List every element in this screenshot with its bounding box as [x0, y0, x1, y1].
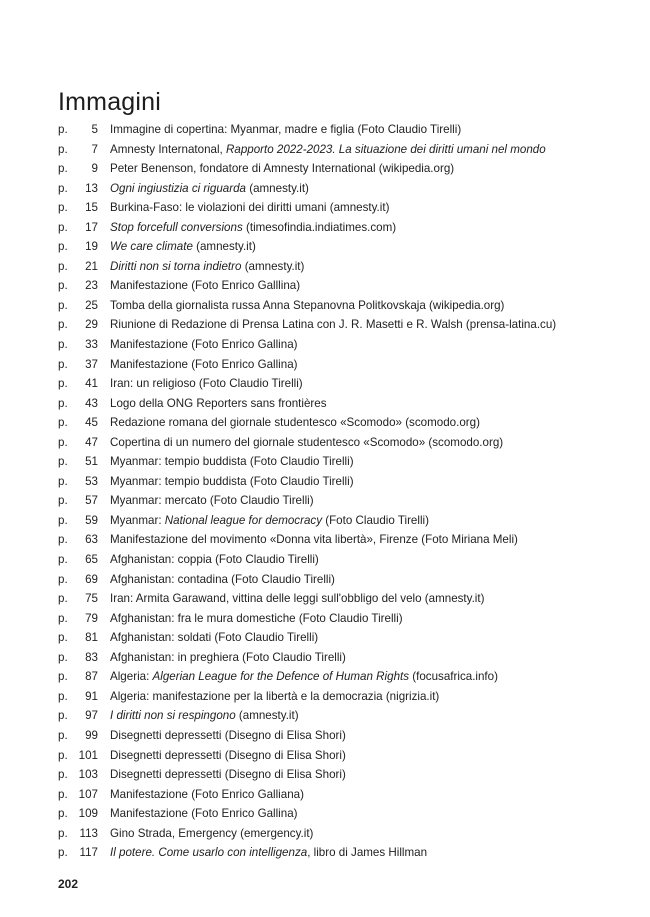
page-ref-number: 83 — [85, 650, 98, 664]
caption-text: Iran: Armita Garawand, vittina delle leggi sull'obbligo del velo (amnesty.it) — [110, 592, 485, 606]
image-caption — [110, 179, 309, 199]
page-prefix: p. — [58, 826, 68, 840]
image-caption — [110, 511, 429, 531]
caption-text: Algeria: — [110, 670, 153, 684]
page-prefix: p. — [58, 123, 68, 136]
page-ref-number: 45 — [85, 416, 98, 430]
list-item — [58, 687, 618, 707]
image-caption — [110, 159, 454, 179]
page-ref-number: 101 — [78, 748, 98, 762]
page-ref-number: 63 — [85, 533, 98, 547]
caption-text: Myanmar: tempio buddista (Foto Claudio Tirelli) — [110, 474, 354, 488]
list-item — [58, 120, 618, 140]
caption-text: (amnesty.it) — [241, 259, 305, 273]
image-caption — [110, 648, 346, 668]
image-caption — [110, 843, 427, 863]
caption-text: Algeria: manifestazione per la libertà e la democrazia (nigrizia.it) — [110, 689, 440, 703]
caption-text: Burkina-Faso: le violazioni dei diritti umani (amnesty.it) — [110, 201, 390, 215]
page-prefix: p. — [58, 474, 68, 488]
caption-text: Manifestazione (Foto Enrico Gallina) — [110, 357, 298, 371]
page-ref-number: 59 — [85, 513, 98, 527]
caption-italic-text: Il potere. Come usarlo con intelligenza — [110, 846, 308, 860]
image-caption — [110, 765, 346, 785]
caption-text: Riunione di Redazione di Prensa Latina con J. R. Masetti e R. Walsh (prensa-latina.cu) — [110, 318, 557, 332]
image-caption — [110, 530, 518, 550]
page-prefix: p. — [58, 162, 68, 176]
page-prefix: p. — [58, 279, 68, 293]
image-caption — [110, 296, 504, 316]
page-prefix: p. — [58, 807, 68, 821]
caption-text: Afghanistan: soldati (Foto Claudio Tirelli) — [110, 631, 319, 645]
list-item — [58, 218, 618, 238]
image-caption — [110, 472, 354, 492]
page-ref-number: 25 — [85, 298, 98, 312]
caption-text: Logo della ONG Reporters sans frontières — [110, 396, 327, 410]
image-caption — [110, 785, 304, 805]
image-caption — [110, 237, 256, 257]
list-item — [58, 276, 618, 296]
page-prefix: p. — [58, 220, 68, 234]
page-prefix: p. — [58, 650, 68, 664]
image-caption — [110, 433, 503, 453]
image-caption — [110, 198, 389, 218]
page-ref-number: 19 — [85, 240, 98, 254]
caption-text: Afghanistan: fra le mura domestiche (Foto Claudio Tirelli) — [110, 611, 403, 625]
page-ref-number: 47 — [85, 435, 98, 449]
caption-text: Myanmar: tempio buddista (Foto Claudio Tirelli) — [110, 455, 354, 469]
page-prefix: p. — [58, 416, 68, 430]
page-prefix: p. — [58, 240, 68, 254]
page-prefix: p. — [58, 787, 68, 801]
page-prefix: p. — [58, 513, 68, 527]
list-item — [58, 824, 618, 844]
page-prefix: p. — [58, 533, 68, 547]
list-item — [58, 335, 618, 355]
page-prefix: p. — [58, 728, 68, 742]
caption-text: (timesofindia.indiatimes.com) — [242, 220, 397, 234]
list-item — [58, 726, 618, 746]
page-prefix: p. — [58, 259, 68, 273]
caption-italic-text: We care climate — [110, 240, 193, 254]
image-caption — [110, 120, 461, 140]
image-caption — [110, 687, 439, 707]
page-prefix: p. — [58, 631, 68, 645]
caption-italic-text: Ogni ingiustizia ci riguarda — [110, 181, 246, 195]
page-ref-number: 29 — [85, 318, 98, 332]
list-item — [58, 785, 618, 805]
image-index-list — [58, 120, 618, 863]
page-ref-number: 5 — [91, 123, 98, 136]
image-caption — [110, 570, 335, 590]
page-prefix: p. — [58, 201, 68, 215]
page-ref-number: 91 — [85, 689, 98, 703]
image-caption — [110, 726, 346, 746]
page-prefix: p. — [58, 670, 68, 684]
page-prefix: p. — [58, 689, 68, 703]
page-ref-number: 57 — [85, 494, 98, 508]
image-caption — [110, 491, 314, 511]
page-ref-number: 81 — [85, 631, 98, 645]
caption-text: (amnesty.it) — [235, 709, 299, 723]
list-item — [58, 609, 618, 629]
image-caption — [110, 824, 313, 844]
page-ref-number: 87 — [85, 670, 98, 684]
image-caption — [110, 609, 403, 629]
caption-text: Disegnetti depressetti (Disegno di Elisa Shori) — [110, 748, 346, 762]
page-ref-number: 113 — [79, 826, 98, 840]
page-ref-number: 17 — [85, 220, 98, 234]
caption-italic-text: Rapporto 2022-2023. La situazione dei diritti umani nel mondo — [226, 142, 546, 156]
page-ref-number: 75 — [85, 592, 98, 606]
caption-italic-text: Algerian League for the Defence of Human Rights — [152, 670, 410, 684]
caption-text: Gino Strada, Emergency (emergency.it) — [110, 826, 314, 840]
list-item — [58, 530, 618, 550]
list-item — [58, 589, 618, 609]
page-ref-number: 37 — [85, 357, 98, 371]
caption-italic-text: Diritti non si torna indietro — [110, 259, 242, 273]
caption-text: Peter Benenson, fondatore di Amnesty International (wikipedia.org) — [110, 162, 455, 176]
page-number: 202 — [58, 877, 79, 891]
image-caption — [110, 706, 299, 726]
page-ref-number: 15 — [85, 201, 98, 215]
page-prefix: p. — [58, 396, 68, 410]
caption-text: Tomba della giornalista russa Anna Stepanovna Politkovskaja (wikipedia.org) — [110, 298, 505, 312]
caption-text: Myanmar: — [110, 513, 165, 527]
page-prefix: p. — [58, 572, 68, 586]
image-caption — [110, 550, 319, 570]
image-caption — [110, 276, 300, 296]
page-prefix: p. — [58, 494, 68, 508]
list-item — [58, 140, 618, 160]
page-prefix: p. — [58, 142, 68, 156]
image-caption — [110, 355, 298, 375]
list-item — [58, 765, 618, 785]
image-caption — [110, 628, 318, 648]
image-caption — [110, 452, 354, 472]
caption-text: (Foto Claudio Tirelli) — [322, 513, 429, 527]
list-item — [58, 315, 618, 335]
list-item — [58, 374, 618, 394]
caption-text: Manifestazione (Foto Enrico Gallina) — [110, 807, 298, 821]
caption-text: Manifestazione (Foto Enrico Galllina) — [110, 279, 301, 293]
caption-text: Redazione romana del giornale studentesco «Scomodo» (scomodo.org) — [110, 416, 480, 430]
page-ref-number: 9 — [91, 162, 98, 176]
image-caption — [110, 335, 298, 355]
page-prefix: p. — [58, 592, 68, 606]
caption-text: Afghanistan: contadina (Foto Claudio Tirelli) — [110, 572, 335, 586]
image-caption — [110, 667, 498, 687]
caption-text: (amnesty.it) — [192, 240, 256, 254]
caption-text: Disegnetti depressetti (Disegno di Elisa Shori) — [110, 728, 346, 742]
page-prefix: p. — [58, 455, 68, 469]
list-item — [58, 413, 618, 433]
page-prefix: p. — [58, 181, 68, 195]
page-ref-number: 69 — [85, 572, 98, 586]
page-prefix: p. — [58, 709, 68, 723]
caption-text: Iran: un religioso (Foto Claudio Tirelli) — [110, 377, 303, 391]
image-caption — [110, 746, 346, 766]
list-item — [58, 570, 618, 590]
page-ref-number: 79 — [85, 611, 98, 625]
list-item — [58, 394, 618, 414]
page-ref-number: 41 — [85, 377, 98, 391]
page-prefix: p. — [58, 298, 68, 312]
caption-text: (focusafrica.info) — [409, 670, 498, 684]
caption-text: , libro di James Hillman — [307, 846, 428, 860]
page-prefix: p. — [58, 611, 68, 625]
list-item — [58, 511, 618, 531]
list-item — [58, 648, 618, 668]
caption-text: Manifestazione (Foto Enrico Galliana) — [110, 787, 304, 801]
list-item — [58, 237, 618, 257]
page-ref-number: 103 — [78, 768, 98, 782]
caption-text: Manifestazione del movimento «Donna vita libertà», Firenze (Foto Miriana Meli) — [110, 533, 518, 547]
image-caption — [110, 257, 304, 277]
image-caption — [110, 589, 484, 609]
caption-italic-text: National league for democracy — [164, 513, 323, 527]
page-ref-number: 53 — [85, 474, 98, 488]
list-item — [58, 843, 618, 863]
caption-italic-text: I diritti non si respingono — [110, 709, 236, 723]
page-ref-number: 13 — [85, 181, 98, 195]
caption-text: Amnesty Internatonal, — [110, 142, 226, 156]
caption-text: Myanmar: mercato (Foto Claudio Tirelli) — [110, 494, 314, 508]
list-item — [58, 491, 618, 511]
image-caption — [110, 374, 303, 394]
list-item — [58, 628, 618, 648]
page-ref-number: 23 — [85, 279, 98, 293]
page-prefix: p. — [58, 338, 68, 352]
list-item — [58, 257, 618, 277]
list-item — [58, 452, 618, 472]
page-prefix: p. — [58, 553, 68, 567]
caption-text: Afghanistan: in preghiera (Foto Claudio Tirelli) — [110, 650, 346, 664]
list-item — [58, 198, 618, 218]
list-item — [58, 746, 618, 766]
page-prefix: p. — [58, 377, 68, 391]
image-caption — [110, 140, 546, 160]
list-item — [58, 355, 618, 375]
caption-text: Immagine di copertina: Myanmar, madre e figlia (Foto Claudio Tirelli) — [110, 123, 462, 136]
page-prefix: p. — [58, 748, 68, 762]
image-caption — [110, 218, 396, 238]
caption-italic-text: Stop forcefull conversions — [110, 220, 243, 234]
list-item — [58, 159, 618, 179]
image-caption — [110, 315, 556, 335]
list-item — [58, 706, 618, 726]
page-ref-number: 21 — [85, 259, 98, 273]
caption-text: Afghanistan: coppia (Foto Claudio Tirelli) — [110, 553, 319, 567]
list-item — [58, 804, 618, 824]
page-prefix: p. — [58, 357, 68, 371]
page-ref-number: 33 — [85, 338, 98, 352]
list-item — [58, 179, 618, 199]
caption-text: Manifestazione (Foto Enrico Gallina) — [110, 338, 298, 352]
page-prefix: p. — [58, 318, 68, 332]
page-ref-number: 117 — [79, 846, 98, 860]
page-prefix: p. — [58, 768, 68, 782]
page-ref-number: 65 — [85, 553, 98, 567]
page-ref-number: 97 — [85, 709, 98, 723]
page-ref-number: 51 — [85, 455, 98, 469]
list-item — [58, 472, 618, 492]
list-item — [58, 667, 618, 687]
page-ref-number: 109 — [78, 807, 98, 821]
page-ref-number: 7 — [91, 142, 98, 156]
list-item — [58, 433, 618, 453]
caption-text: Copertina di un numero del giornale studentesco «Scomodo» (scomodo.org) — [110, 435, 504, 449]
image-caption — [110, 413, 480, 433]
image-caption — [110, 394, 327, 414]
page-title: Immagini — [58, 88, 162, 116]
page-prefix: p. — [58, 435, 68, 449]
caption-text: Disegnetti depressetti (Disegno di Elisa Shori) — [110, 768, 346, 782]
list-item — [58, 296, 618, 316]
page-ref-number: 107 — [78, 787, 98, 801]
caption-text: (amnesty.it) — [245, 181, 309, 195]
page-ref-number: 99 — [85, 728, 98, 742]
image-caption — [110, 804, 298, 824]
page-prefix: p. — [58, 846, 68, 860]
list-item — [58, 550, 618, 570]
page-ref-number: 43 — [85, 396, 98, 410]
